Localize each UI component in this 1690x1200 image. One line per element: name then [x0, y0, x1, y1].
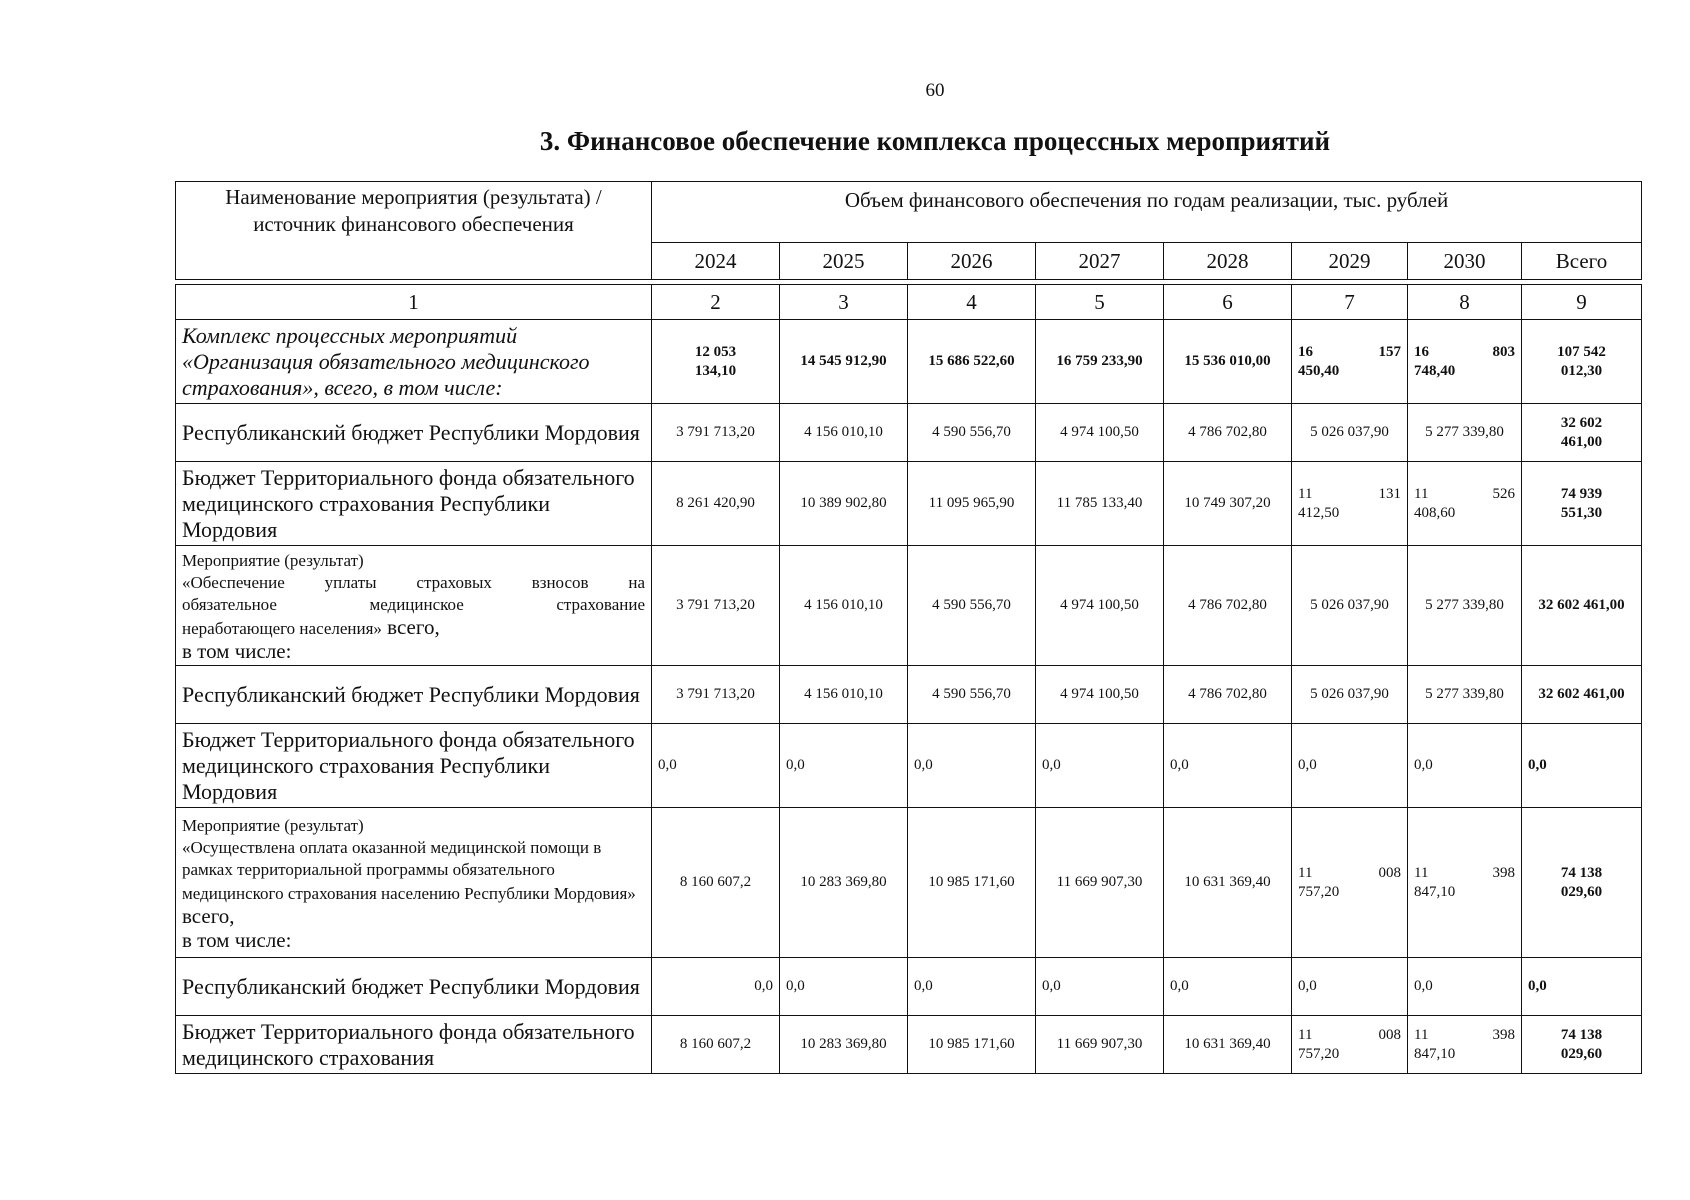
value-cell: 0,0 — [1164, 724, 1292, 808]
column-number: 6 — [1164, 285, 1292, 320]
year-cell: 2026 — [908, 243, 1036, 280]
total-cell: 107 542 012,30 — [1522, 320, 1642, 404]
value-cell: 0,0 — [1292, 958, 1408, 1016]
value-cell: 4 786 702,80 — [1164, 546, 1292, 666]
year-cell: 2028 — [1164, 243, 1292, 280]
value-cell: 5 277 339,80 — [1408, 404, 1522, 462]
value-cell: 11 785 133,40 — [1036, 462, 1164, 546]
row-name: Республиканский бюджет Республики Мордовия — [176, 958, 652, 1016]
total-cell: 74 939 551,30 — [1522, 462, 1642, 546]
value-cell: 4 786 702,80 — [1164, 404, 1292, 462]
value-cell: 0,0 — [1036, 724, 1164, 808]
value-cell: 4 974 100,50 — [1036, 666, 1164, 724]
value-cell: 0,0 — [908, 958, 1036, 1016]
column-number: 3 — [780, 285, 908, 320]
value-cell: 5 277 339,80 — [1408, 546, 1522, 666]
year-cell: 2030 — [1408, 243, 1522, 280]
value-cell: 4 974 100,50 — [1036, 546, 1164, 666]
table-row — [176, 808, 1642, 958]
column-number: 7 — [1292, 285, 1408, 320]
value-cell: 4 974 100,50 — [1036, 404, 1164, 462]
row-name: Республиканский бюджет Республики Мордовия — [176, 404, 652, 462]
value-cell: 10 985 171,60 — [908, 1016, 1036, 1074]
header-volume-cell: Объем финансового обеспечения по годам реализации, тыс. рублей — [652, 182, 1642, 243]
value-cell: 16 157 450,40 — [1292, 320, 1408, 404]
value-cell: 11 669 907,30 — [1036, 1016, 1164, 1074]
total-cell: 74 138 029,60 — [1522, 808, 1642, 958]
table-row — [176, 546, 1642, 666]
value-cell: 8 261 420,90 — [652, 462, 780, 546]
page-number: 60 — [925, 80, 945, 101]
value-cell: 11 008 757,20 — [1292, 1016, 1408, 1074]
column-number-row — [176, 285, 1642, 320]
row-name: Бюджет Территориального фонда обязательного медицинского страхования Республики Мордовия — [176, 462, 652, 546]
value-cell: 11 669 907,30 — [1036, 808, 1164, 958]
financing-table — [175, 181, 1642, 1074]
value-cell: 10 631 369,40 — [1164, 808, 1292, 958]
value-cell: 11 398 847,10 — [1408, 1016, 1522, 1074]
value-cell: 10 749 307,20 — [1164, 462, 1292, 546]
value-cell: 5 026 037,90 — [1292, 666, 1408, 724]
value-cell: 11 398 847,10 — [1408, 808, 1522, 958]
value-cell: 4 156 010,10 — [780, 666, 908, 724]
year-cell: 2029 — [1292, 243, 1408, 280]
value-cell: 10 389 902,80 — [780, 462, 908, 546]
value-cell: 8 160 607,2 — [652, 808, 780, 958]
value-cell: 0,0 — [1408, 958, 1522, 1016]
row-name: Бюджет Территориального фонда обязательного медицинского страхования Республики Мордовия — [176, 724, 652, 808]
total-cell: 32 602 461,00 — [1522, 666, 1642, 724]
value-cell: 4 786 702,80 — [1164, 666, 1292, 724]
value-cell: 14 545 912,90 — [780, 320, 908, 404]
row-name: Мероприятие (результат) «Обеспечение уплаты страховых взносов на обязательное медицинское страхование неработающего населения» всего, в том числе: — [176, 546, 652, 666]
row-name: Мероприятие (результат) «Осуществлена оплата оказанной медицинской помощи в рамках территориальной программы обязательного медицинского страхования населению Республики Мордовия» всего, в том числе: — [176, 808, 652, 958]
value-cell: 4 590 556,70 — [908, 404, 1036, 462]
value-cell: 11 095 965,90 — [908, 462, 1036, 546]
total-cell: 74 138 029,60 — [1522, 1016, 1642, 1074]
total-cell: 0,0 — [1522, 724, 1642, 808]
value-cell: 4 156 010,10 — [780, 404, 908, 462]
value-cell: 0,0 — [1292, 724, 1408, 808]
page-title: 3. Финансовое обеспечение комплекса процессных мероприятий — [539, 126, 1331, 156]
value-cell: 0,0 — [1036, 958, 1164, 1016]
year-cell: 2024 — [652, 243, 780, 280]
year-cell: 2025 — [780, 243, 908, 280]
header-name-cell: Наименование мероприятия (результата) / источник финансового обеспечения — [176, 182, 652, 280]
value-cell: 3 791 713,20 — [652, 546, 780, 666]
value-cell: 15 686 522,60 — [908, 320, 1036, 404]
table-row — [176, 404, 1642, 462]
total-cell: 32 602 461,00 — [1522, 546, 1642, 666]
value-cell: 0,0 — [652, 724, 780, 808]
value-cell: 0,0 — [908, 724, 1036, 808]
value-cell: 11 008 757,20 — [1292, 808, 1408, 958]
column-number: 8 — [1408, 285, 1522, 320]
column-number: 4 — [908, 285, 1036, 320]
value-cell: 10 283 369,80 — [780, 1016, 908, 1074]
value-cell: 3 791 713,20 — [652, 666, 780, 724]
row-name: Бюджет Территориального фонда обязательного медицинского страхования — [176, 1016, 652, 1074]
column-number: 5 — [1036, 285, 1164, 320]
value-cell: 3 791 713,20 — [652, 404, 780, 462]
total-cell: 32 602 461,00 — [1522, 404, 1642, 462]
value-cell: 4 156 010,10 — [780, 546, 908, 666]
value-cell: 11 526 408,60 — [1408, 462, 1522, 546]
value-cell: 16 803 748,40 — [1408, 320, 1522, 404]
table-row — [176, 1016, 1642, 1074]
table-row — [176, 958, 1642, 1016]
value-cell: 15 536 010,00 — [1164, 320, 1292, 404]
year-cell: 2027 — [1036, 243, 1164, 280]
value-cell: 0,0 — [780, 958, 908, 1016]
value-cell: 5 026 037,90 — [1292, 404, 1408, 462]
value-cell: 10 631 369,40 — [1164, 1016, 1292, 1074]
value-cell: 10 985 171,60 — [908, 808, 1036, 958]
value-cell: 0,0 — [652, 958, 780, 1016]
column-number: 1 — [176, 285, 652, 320]
table-row — [176, 320, 1642, 404]
value-cell: 5 277 339,80 — [1408, 666, 1522, 724]
column-number: 9 — [1522, 285, 1642, 320]
value-cell: 0,0 — [1408, 724, 1522, 808]
row-name: Республиканский бюджет Республики Мордовия — [176, 666, 652, 724]
value-cell: 0,0 — [1164, 958, 1292, 1016]
value-cell: 11 131 412,50 — [1292, 462, 1408, 546]
value-cell: 5 026 037,90 — [1292, 546, 1408, 666]
value-cell: 4 590 556,70 — [908, 546, 1036, 666]
table-row — [176, 666, 1642, 724]
value-cell: 8 160 607,2 — [652, 1016, 780, 1074]
value-cell: 4 590 556,70 — [908, 666, 1036, 724]
column-number: 2 — [652, 285, 780, 320]
value-cell: 10 283 369,80 — [780, 808, 908, 958]
value-cell: 0,0 — [780, 724, 908, 808]
table-row — [176, 724, 1642, 808]
value-cell: 16 759 233,90 — [1036, 320, 1164, 404]
value-cell: 12 053 134,10 — [652, 320, 780, 404]
row-name: Комплекс процессных мероприятий «Организация обязательного медицинского страхования», всего, в том числе: — [176, 320, 652, 404]
total-cell: 0,0 — [1522, 958, 1642, 1016]
year-cell: Всего — [1522, 243, 1642, 280]
table-row — [176, 462, 1642, 546]
header-row — [176, 182, 1642, 243]
